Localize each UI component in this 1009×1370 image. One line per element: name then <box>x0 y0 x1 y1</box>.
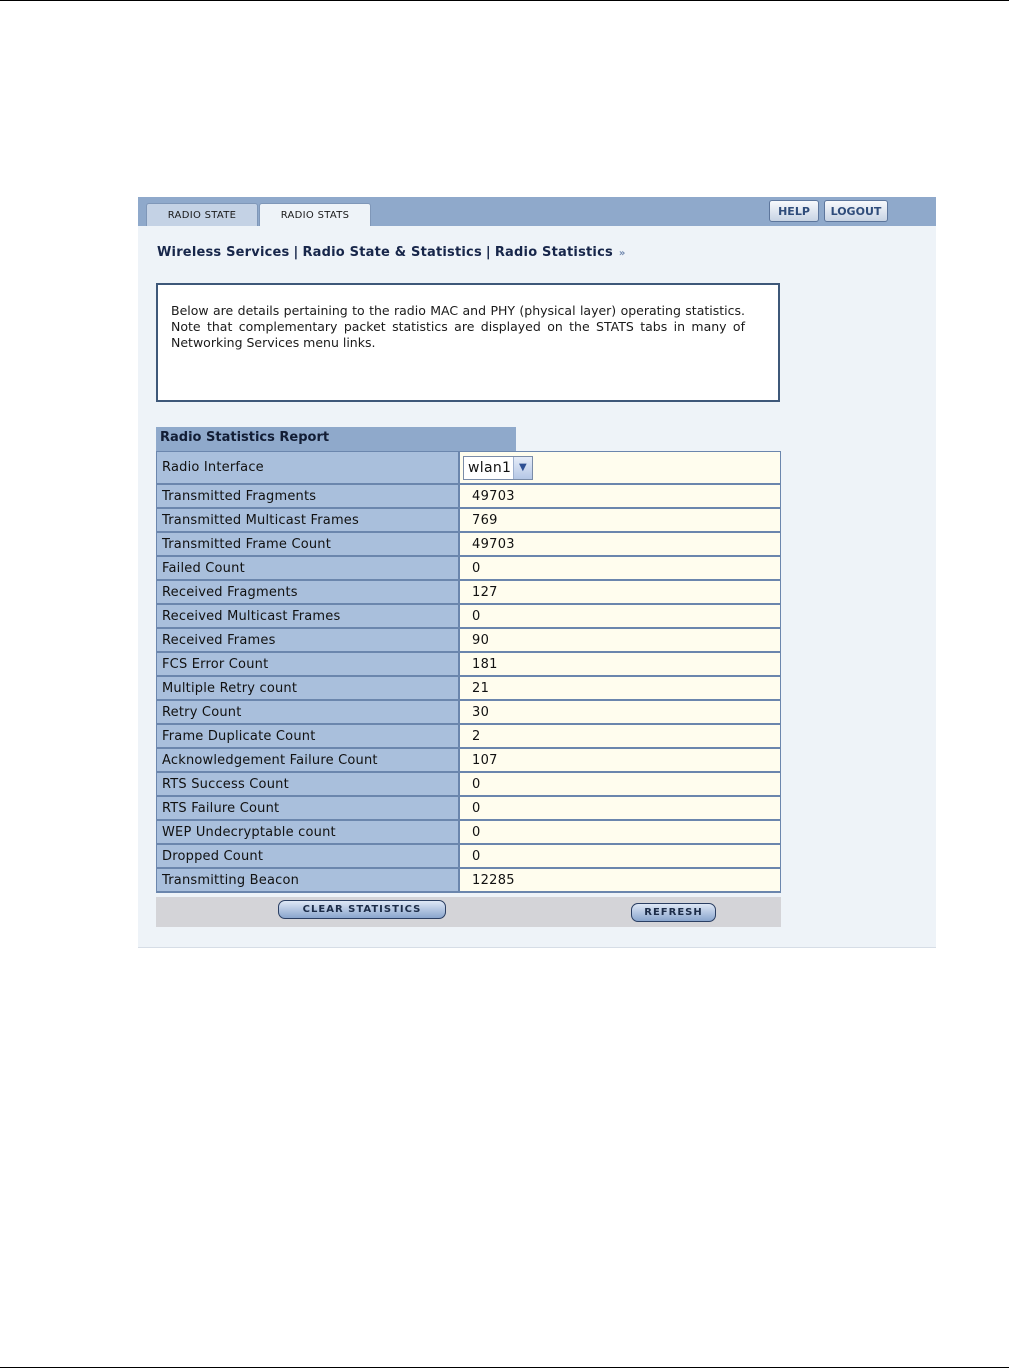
row-label: Failed Count <box>157 557 460 579</box>
table-row <box>157 725 780 749</box>
description-box <box>156 283 780 402</box>
bottom-rule <box>0 1367 1009 1368</box>
radio-stats-panel <box>138 197 936 948</box>
logout-button[interactable]: LOGOUT <box>824 200 888 222</box>
double-chevron-right-icon: » <box>618 248 626 259</box>
row-value: 49703 <box>460 533 780 555</box>
breadcrumb-separator: | <box>293 245 299 260</box>
row-value: 769 <box>460 509 780 531</box>
table-row <box>157 557 780 581</box>
row-label: Retry Count <box>157 701 460 723</box>
table-row <box>157 581 780 605</box>
row-value: 181 <box>460 653 780 675</box>
tab-radio-state[interactable]: RADIO STATE <box>146 203 258 226</box>
chevron-down-icon[interactable]: ▼ <box>513 457 532 479</box>
row-label: RTS Success Count <box>157 773 460 795</box>
help-button[interactable]: HELP <box>769 200 819 222</box>
report-title: Radio Statistics Report <box>156 427 516 451</box>
table-row <box>157 605 780 629</box>
row-value: 2 <box>460 725 780 747</box>
row-label: Radio Interface <box>157 452 460 483</box>
table-row <box>157 749 780 773</box>
row-value: 0 <box>460 773 780 795</box>
table-row <box>157 653 780 677</box>
radio-interface-selected-value: wlan1 <box>468 459 512 476</box>
table-row <box>157 533 780 557</box>
row-label: Multiple Retry count <box>157 677 460 699</box>
row-value: 90 <box>460 629 780 651</box>
row-label: Transmitted Frame Count <box>157 533 460 555</box>
row-value: 12285 <box>460 869 780 891</box>
row-value: 0 <box>460 845 780 867</box>
table-row <box>157 509 780 533</box>
row-label: FCS Error Count <box>157 653 460 675</box>
table-row <box>157 701 780 725</box>
action-footer <box>156 897 781 927</box>
row-value: 49703 <box>460 485 780 507</box>
row-value: 30 <box>460 701 780 723</box>
table-row <box>157 485 780 509</box>
row-label: Acknowledgement Failure Count <box>157 749 460 771</box>
table-row <box>157 773 780 797</box>
row-label: WEP Undecryptable count <box>157 821 460 843</box>
table-row <box>157 845 780 869</box>
breadcrumb-item-radio-statistics: Radio Statistics <box>494 245 613 260</box>
row-label: Transmitting Beacon <box>157 869 460 891</box>
row-label: Dropped Count <box>157 845 460 867</box>
row-value: 127 <box>460 581 780 603</box>
row-label: Received Multicast Frames <box>157 605 460 627</box>
row-value: 0 <box>460 605 780 627</box>
row-label: Frame Duplicate Count <box>157 725 460 747</box>
table-row <box>157 869 780 893</box>
row-value: 21 <box>460 677 780 699</box>
row-label: Received Frames <box>157 629 460 651</box>
row-label: RTS Failure Count <box>157 797 460 819</box>
tab-radio-stats[interactable]: RADIO STATS <box>259 203 371 226</box>
breadcrumb-separator: | <box>485 245 491 260</box>
breadcrumb-item-radio-state-statistics[interactable]: Radio State & Statistics <box>302 245 482 260</box>
row-label: Transmitted Multicast Frames <box>157 509 460 531</box>
row-label: Transmitted Fragments <box>157 485 460 507</box>
description-text: Below are details pertaining to the radio MAC and PHY (physical layer) operating statistics. Note that complementary packet statistics are displayed on the STATS tabs in many of Networking Services menu links. <box>171 303 745 350</box>
clear-statistics-button[interactable]: CLEAR STATISTICS <box>278 900 446 919</box>
row-value: 0 <box>460 557 780 579</box>
table-row <box>157 629 780 653</box>
radio-interface-select[interactable] <box>463 456 533 480</box>
table-row-radio-interface <box>157 452 780 485</box>
top-rule <box>0 0 1009 1</box>
table-row <box>157 797 780 821</box>
row-value: 107 <box>460 749 780 771</box>
row-value <box>460 452 780 483</box>
tab-bar <box>138 197 936 226</box>
refresh-button[interactable]: REFRESH <box>631 903 716 922</box>
row-value: 0 <box>460 797 780 819</box>
breadcrumb <box>157 245 626 260</box>
row-label: Received Fragments <box>157 581 460 603</box>
table-row <box>157 677 780 701</box>
table-row <box>157 821 780 845</box>
radio-statistics-table <box>156 451 781 893</box>
breadcrumb-item-wireless-services[interactable]: Wireless Services <box>157 245 290 260</box>
row-value: 0 <box>460 821 780 843</box>
